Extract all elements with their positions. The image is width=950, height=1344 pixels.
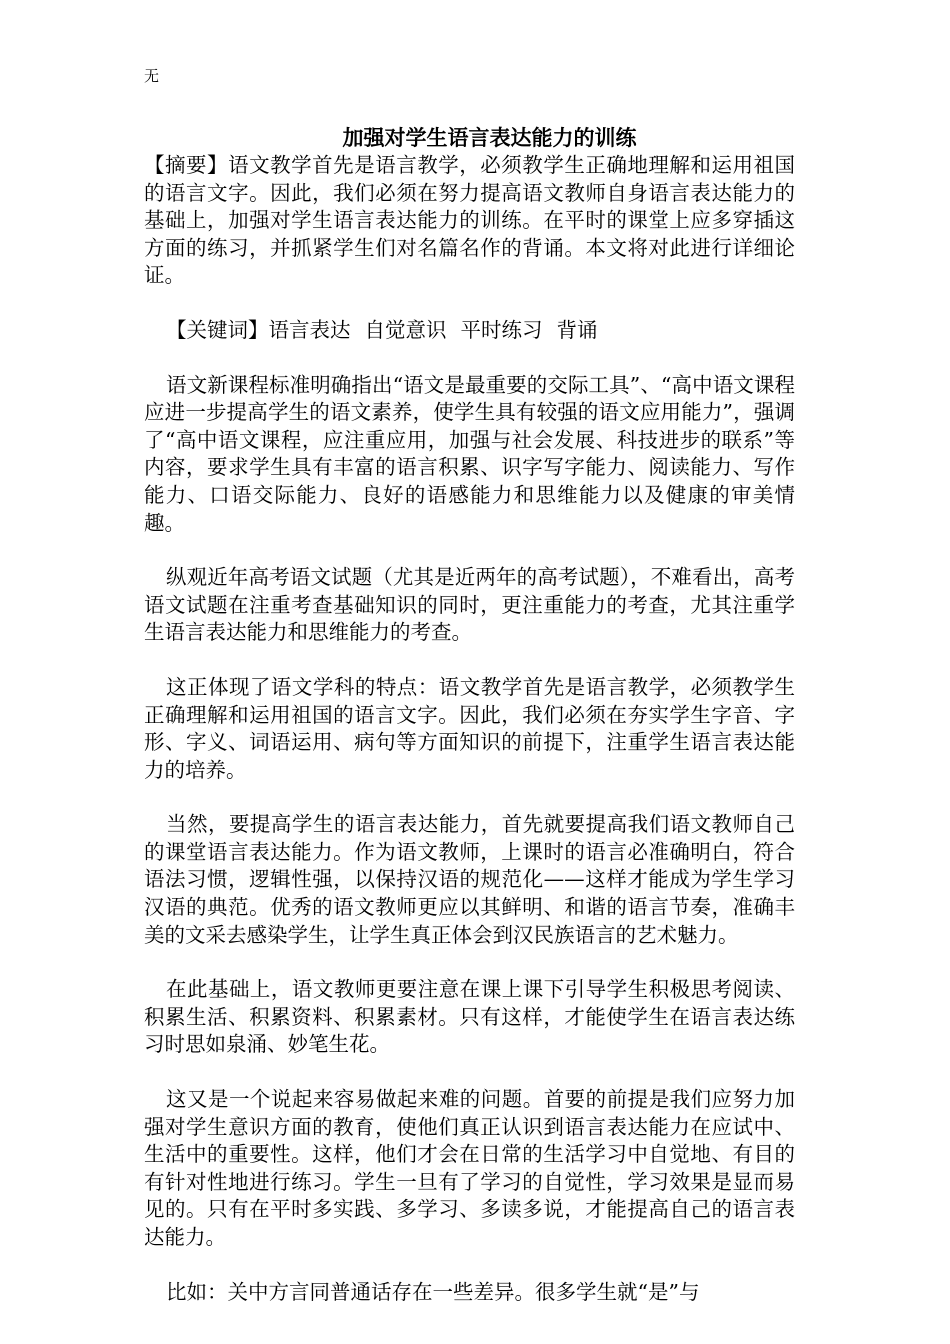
page-header: 无 <box>144 67 160 85</box>
body-paragraph: 语文新课程标准明确指出“语文是最重要的交际工具”、“高中语文课程应进一步提高学生的语文素养，使学生具有较强的语文应用能力”，强调了“高中语文课程，应注重应用，加强与社会发展、科技进步的联系”等内容，要求学生具有丰富的语言积累、识字写字能力、阅读能力、写作能力、口语交际能力、良好的语感能力和思维能力以及健康的审美情趣。 <box>144 372 795 535</box>
keyword-item: 平时练习 <box>460 317 543 342</box>
body-paragraph: 在此基础上，语文教师更要注意在课上课下引导学生积极思考阅读、积累生活、积累资料、积累素材。只有这样，才能使学生在语言表达练习时思如泉涌、妙笔生花。 <box>144 977 795 1057</box>
abstract-text: 语文教学首先是语言教学，必须教学生正确地理解和运用祖国的语言文字。因此，我们必须在努力提高语文教师自身语言表达能力的基础上，加强对学生语言表达能力的训练。在平时的课堂上应多穿插这方面的练习，并抓紧学生们对名篇名作的背诵。本文将对此进行详细论证。 <box>144 153 796 288</box>
article-title: 加强对学生语言表达能力的训练 <box>342 125 637 150</box>
abstract <box>144 152 795 290</box>
keywords-label: 【关键词】 <box>166 317 269 342</box>
keyword-item: 语言表达 <box>268 317 351 342</box>
keywords <box>166 317 795 345</box>
article-body <box>144 124 795 1333</box>
keyword-item: 背诵 <box>556 317 598 342</box>
body-paragraph: 纵观近年高考语文试题（尤其是近两年的高考试题），不难看出，高考语文试题在注重考查基础知识的同时，更注重能力的考查，尤其注重学生语言表达能力和思维能力的考查。 <box>144 565 795 645</box>
body-paragraph: 比如：关中方言同普通话存在一些差异。很多学生就“是”与 <box>166 1279 700 1304</box>
keyword-item: 自觉意识 <box>364 317 447 342</box>
body-paragraph: 这又是一个说起来容易做起来难的问题。首要的前提是我们应努力加强对学生意识方面的教育，使他们真正认识到语言表达能力在应试中、生活中的重要性。这样，他们才会在日常的生活学习中自觉地、有目的有针对性地进行练习。学生一旦有了学习的自觉性，学习效果是显而易见的。只有在平时多实践、多学习、多读多说，才能提高自己的语言表达能力。 <box>144 1087 795 1249</box>
body-paragraph: 这正体现了语文学科的特点：语文教学首先是语言教学，必须教学生正确理解和运用祖国的语言文字。因此，我们必须在夯实学生字音、字形、字义、词语运用、病句等方面知识的前提下，注重学生语言表达能力的培养。 <box>144 674 795 782</box>
abstract-label: 【摘要】 <box>144 153 229 177</box>
body-paragraph: 当然，要提高学生的语言表达能力，首先就要提高我们语文教师自己的课堂语言表达能力。作为语文教师，上课时的语言必准确明白，符合语法习惯，逻辑性强，以保持汉语的规范化——这样才能成为学生学习汉语的典范。优秀的语文教师更应以其鲜明、和谐的语言节奏，准确丰美的文采去感染学生，让学生真正体会到汉民族语言的艺术魅力。 <box>144 812 795 947</box>
